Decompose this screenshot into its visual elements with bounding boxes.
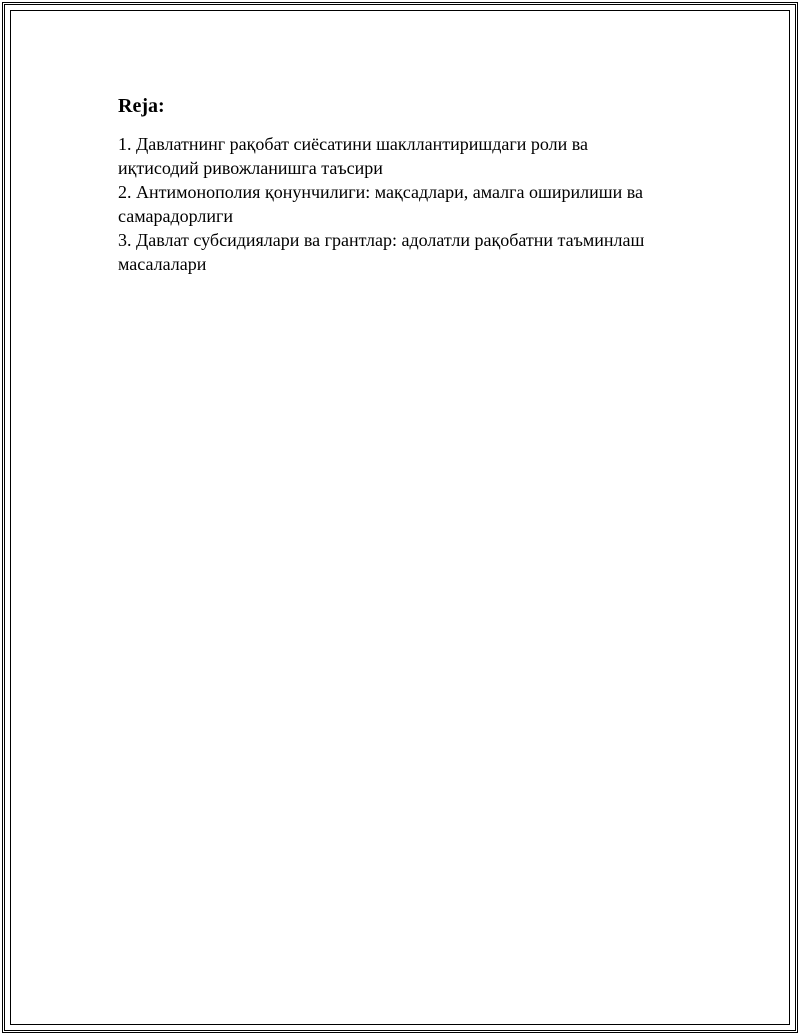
plan-item-line: 3. Давлат субсидиялари ва грантлар: адолатли рақобатни таъминлаш	[118, 230, 645, 250]
document-body	[118, 94, 678, 276]
plan-item-line: 1. Давлатнинг рақобат сиёсатини шакллантиришдаги роли ва	[118, 134, 589, 154]
plan-item-line: масалалари	[118, 254, 207, 274]
plan-list	[118, 132, 678, 276]
plan-item-line: иқтисодий ривожланишга таъсири	[118, 158, 383, 178]
plan-item	[118, 180, 678, 228]
plan-item	[118, 228, 678, 276]
plan-item-line: самарадорлиги	[118, 206, 233, 226]
plan-item-line: 2. Антимонополия қонунчилиги: мақсадлари, амалга оширилиши ва	[118, 182, 643, 202]
plan-item	[118, 132, 678, 180]
plan-heading: Reja:	[118, 95, 165, 117]
